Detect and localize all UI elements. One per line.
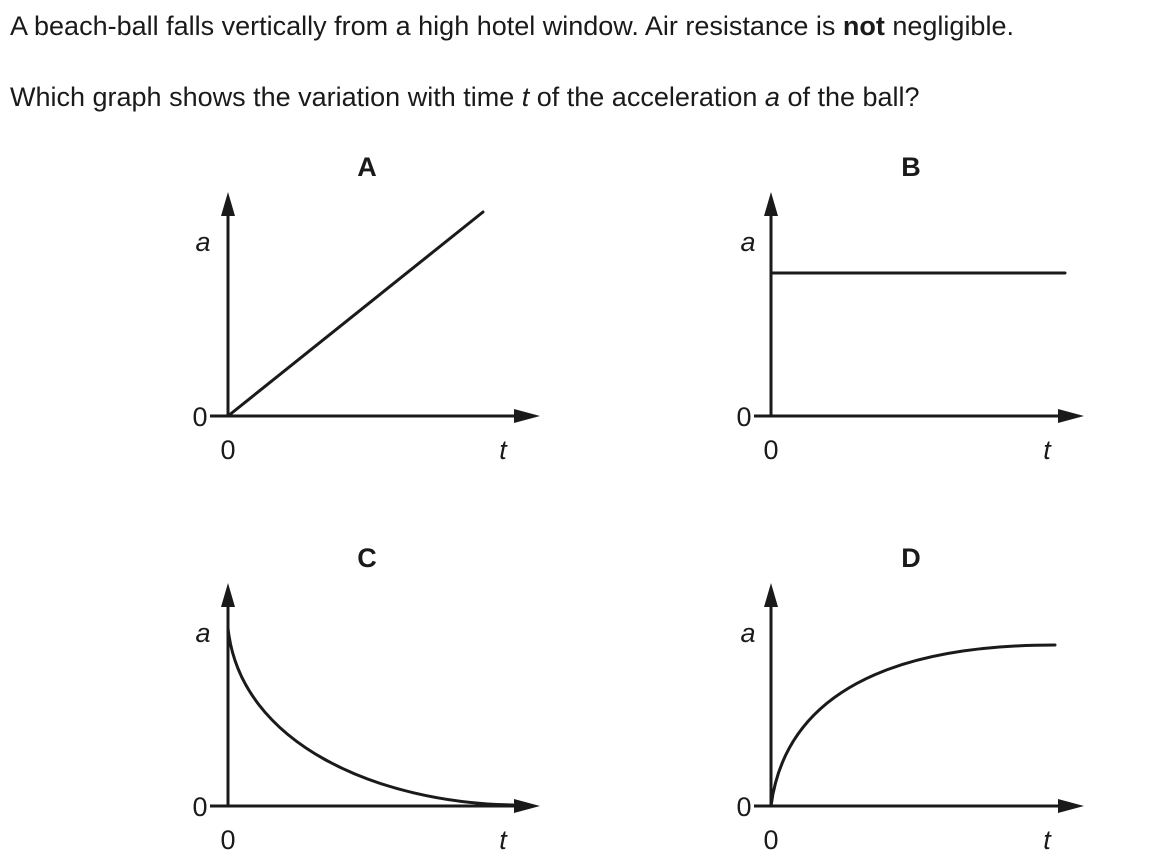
option-a-label: A bbox=[357, 152, 377, 182]
option-c-y-arrowhead bbox=[221, 583, 235, 607]
option-d-x-axis-label: t bbox=[1043, 825, 1051, 855]
option-d-graph[interactable] bbox=[736, 543, 1084, 855]
question-time-symbol: t bbox=[521, 82, 530, 112]
option-b-x-origin-label: 0 bbox=[763, 435, 779, 465]
option-c-x-axis-label: t bbox=[499, 825, 507, 855]
option-a-x-arrowhead bbox=[514, 409, 540, 423]
option-a-x-origin-label: 0 bbox=[220, 435, 236, 465]
option-c-graph[interactable] bbox=[192, 543, 540, 855]
option-b-y-origin-label: 0 bbox=[736, 402, 752, 432]
option-c-y-axis-label: a bbox=[195, 618, 211, 648]
question-line-2-start: Which graph shows the variation with time bbox=[10, 82, 522, 112]
option-b-graph[interactable] bbox=[736, 152, 1084, 465]
option-d-curve bbox=[771, 645, 1055, 806]
option-d-label: D bbox=[901, 543, 921, 573]
option-c-x-origin-label: 0 bbox=[220, 825, 236, 855]
option-c-y-origin-label: 0 bbox=[192, 792, 208, 822]
option-c-label: C bbox=[357, 543, 377, 573]
option-b-y-arrowhead bbox=[764, 192, 778, 216]
option-a-y-axis-label: a bbox=[195, 227, 211, 257]
option-d-y-axis-label: a bbox=[740, 618, 756, 648]
option-a-x-axis-label: t bbox=[499, 435, 507, 465]
option-d-x-arrowhead bbox=[1058, 799, 1084, 813]
option-a-graph[interactable] bbox=[192, 152, 540, 465]
option-d-x-origin-label: 0 bbox=[763, 825, 779, 855]
option-b-x-arrowhead bbox=[1058, 409, 1084, 423]
option-b-x-axis-label: t bbox=[1043, 435, 1051, 465]
question-acceleration-symbol: a bbox=[764, 82, 780, 112]
option-c-curve bbox=[228, 628, 513, 805]
option-a-y-arrowhead bbox=[221, 192, 235, 216]
option-c-x-arrowhead bbox=[514, 799, 540, 813]
option-d-y-arrowhead bbox=[764, 583, 778, 607]
option-a-curve bbox=[228, 212, 483, 416]
question-line-1-start: A beach-ball falls vertically from a high hotel window. Air resistance is bbox=[10, 11, 843, 41]
question-line-2-end: of the ball? bbox=[779, 82, 920, 112]
question-line-1-emphasis: not bbox=[842, 11, 885, 41]
option-b-label: B bbox=[901, 152, 921, 182]
option-a-y-origin-label: 0 bbox=[192, 402, 208, 432]
option-b-y-axis-label: a bbox=[740, 227, 756, 257]
question-line-1-end: negligible. bbox=[884, 11, 1014, 41]
question-line-2-middle: of the acceleration bbox=[529, 82, 765, 112]
option-d-y-origin-label: 0 bbox=[736, 792, 752, 822]
